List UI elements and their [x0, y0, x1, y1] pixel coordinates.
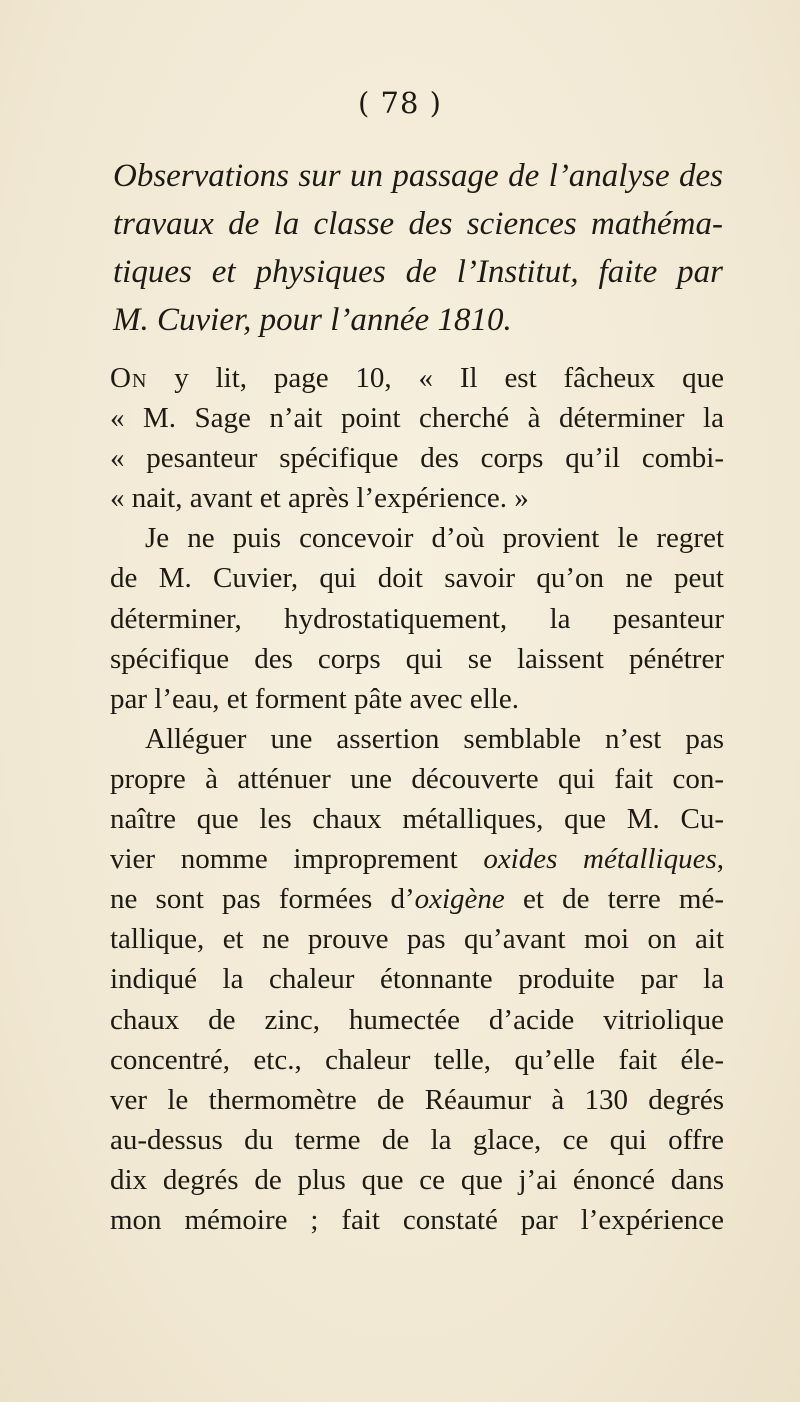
body-line — [110, 839, 724, 879]
text-segment: « pesanteur spécifique des corps qu’il combi- — [110, 442, 724, 475]
title-line: M. Cuvier, pour l’année 1810. — [113, 302, 512, 338]
text-segment: tallique, et ne prouve pas qu’avant moi on ait — [110, 923, 724, 956]
body-line — [110, 1200, 724, 1240]
body-line — [110, 358, 724, 398]
text-segment: On — [110, 362, 148, 394]
body-line — [110, 478, 724, 518]
body-line — [110, 518, 724, 558]
text-segment: par l’eau, et forment pâte avec elle. — [110, 682, 519, 715]
body-line — [110, 558, 724, 598]
body-line — [110, 398, 724, 438]
text-segment: ver le thermomètre de Réaumur à 130 degrés — [110, 1083, 724, 1116]
text-segment: au-dessus du terme de la glace, ce qui offre — [110, 1123, 724, 1156]
text-segment: propre à atténuer une découverte qui fait con- — [110, 762, 724, 795]
text-segment: et de terre mé- — [504, 883, 724, 916]
title-line: Observations sur un passage de l’analyse des — [113, 158, 723, 194]
text-segment: , — [716, 843, 724, 876]
text-segment: Je ne puis concevoir d’où provient le regret — [145, 522, 724, 555]
text-segment: de M. Cuvier, qui doit savoir qu’on ne peut — [110, 562, 724, 595]
text-segment: y lit, page 10, « Il est fâcheux que — [147, 362, 724, 394]
body-line — [110, 438, 724, 478]
body-line — [110, 1080, 724, 1120]
italic-term: oxigène — [414, 883, 505, 916]
body-line — [110, 799, 724, 839]
title-line: tiques et physiques de l’Institut, faite par — [113, 254, 723, 290]
body-line — [110, 1000, 724, 1040]
text-segment: concentré, etc., chaleur telle, qu’elle fait éle- — [110, 1043, 724, 1076]
text-segment: spécifique des corps qui se laissent pénétrer — [110, 642, 724, 675]
text-segment: Alléguer une assertion semblable n’est pas — [145, 722, 724, 755]
body-text — [110, 358, 724, 1240]
body-line — [110, 599, 724, 639]
title-line: travaux de la classe des sciences mathéma- — [113, 206, 723, 242]
text-segment: naître que les chaux métalliques, que M. Cu- — [110, 803, 724, 836]
body-line — [110, 1160, 724, 1200]
body-line — [110, 719, 724, 759]
body-line — [110, 679, 724, 719]
body-line — [110, 919, 724, 959]
text-segment: indiqué la chaleur étonnante produite par la — [110, 963, 724, 996]
body-line — [110, 639, 724, 679]
text-segment: déterminer, hydrostatiquement, la pesanteur — [110, 602, 724, 635]
text-segment: mon mémoire ; fait constaté par l’expérience — [110, 1203, 724, 1236]
article-title — [113, 152, 723, 344]
page-number: ( 78 ) — [358, 86, 442, 120]
text-segment: « nait, avant et après l’expérience. » — [110, 482, 529, 515]
text-segment: dix degrés de plus que ce que j’ai énoncé dans — [110, 1163, 724, 1196]
text-segment: « M. Sage n’ait point cherché à déterminer la — [110, 402, 724, 435]
body-line — [110, 879, 724, 919]
body-line — [110, 1040, 724, 1080]
body-line — [110, 1120, 724, 1160]
body-line — [110, 759, 724, 799]
text-segment: vier nomme improprement — [110, 843, 484, 876]
text-segment: chaux de zinc, humectée d’acide vitriolique — [110, 1003, 724, 1036]
body-line — [110, 959, 724, 999]
text-segment: ne sont pas formées d’ — [110, 883, 415, 916]
italic-term: oxides métalliques — [483, 843, 717, 876]
